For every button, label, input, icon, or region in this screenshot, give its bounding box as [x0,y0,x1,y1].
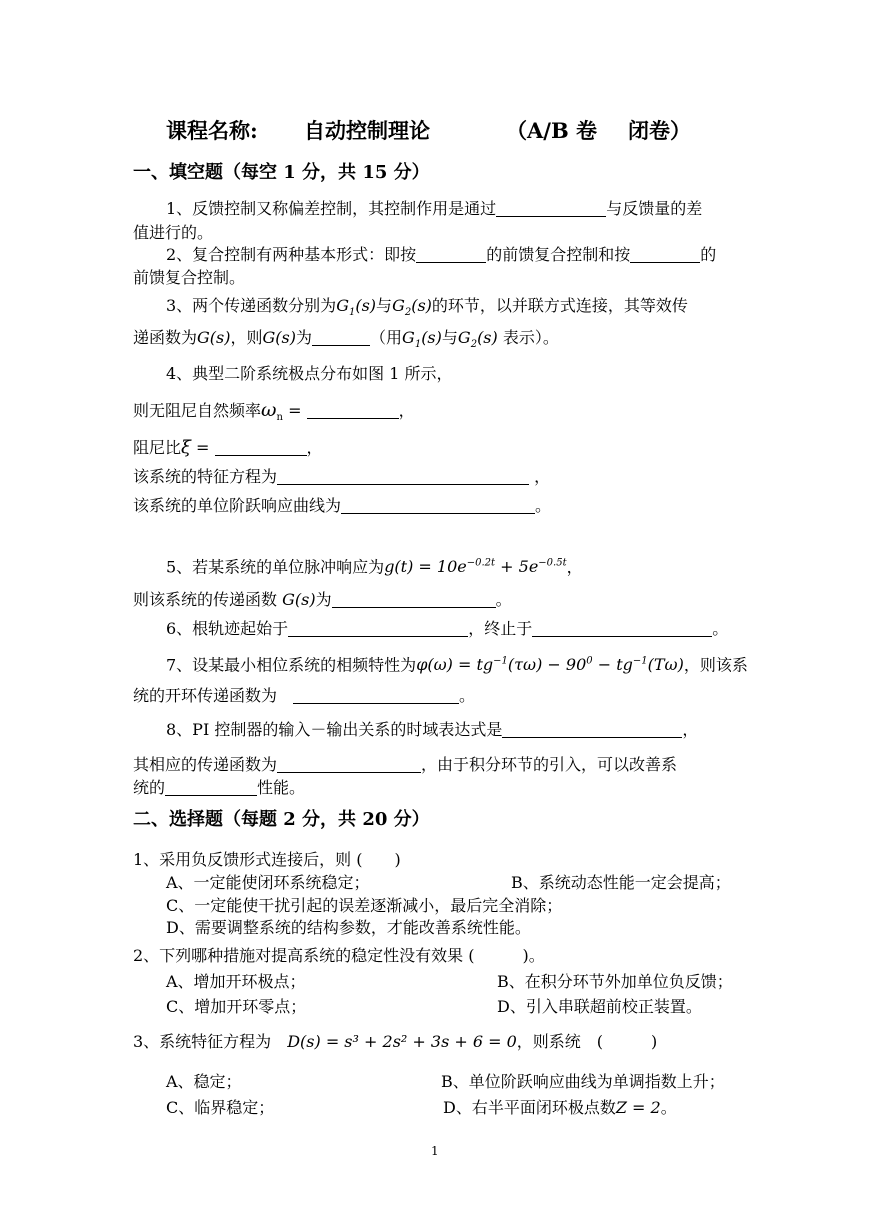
q3-text-f: 为 [296,328,313,347]
q2-line1 [166,245,716,265]
q3-text-g: （用 [370,328,403,347]
g1-symbol-2: $G_1(s)$ [402,328,442,351]
q4-line4 [133,467,550,487]
impulse-response-expr: $g(t) = 10e^{-0.2t} + 5e^{-0.5t}$ [384,557,567,577]
course-name: 自动控制理论 [304,118,430,143]
q8-line3 [133,778,305,798]
mc3-question [133,1032,657,1052]
gs-symbol-3: G(s) [282,590,316,609]
mc2-option-b: B、在积分环节外加单位负反馈； [497,972,733,991]
section1-heading: 一、填空题（每空 1 分，共 15 分） [133,162,430,183]
course-title [166,118,691,144]
q4-line3 [133,438,323,458]
q4-text-e: 该系统的单位阶跃响应曲线为 [133,496,342,515]
q7-text-a: 7、设某最小相位系统的相频特性为 [166,655,417,675]
period-3: 。 [712,619,729,638]
q4-text-d: 该系统的特征方程为 [133,467,278,486]
q1-blank [496,200,606,217]
gs-symbol: G(s) [197,328,231,347]
mc3-d-period: 。 [660,1098,677,1117]
q6-blank-1 [288,620,468,637]
comma-3: ， [534,467,551,486]
mc1-option-c: C、一定能使干扰引起的误差逐渐减小，最后完全消除； [166,896,563,915]
q8-text-d: 统的 [133,778,166,797]
q1-line1 [166,199,702,219]
q6-line [166,619,728,639]
period-2: 。 [495,590,512,609]
char-eq-expr: D(s) = s³ + 2s² + 3s + 6 = 0 [287,1032,517,1051]
omega-blank [307,402,399,419]
q8-text-e: 性能。 [257,778,306,797]
mc2-option-d: D、引入串联超前校正装置。 [497,997,702,1016]
q2-blank-1 [416,246,486,263]
q4-line2 [133,400,415,428]
q2-blank-2 [630,246,700,263]
comma-5: ， [682,720,699,739]
q5-blank [332,591,496,608]
q2-text-c: 的 [700,245,717,264]
q7-blank [293,687,459,704]
q3-text-e: ，则 [230,328,263,347]
section2-heading: 二、选择题（每题 2 分，共 20 分） [133,809,430,830]
comma-2: ， [306,438,323,457]
q8-text-a: 8、PI 控制器的输入－输出关系的时域表达式是 [166,720,503,739]
mc3-option-a: A、稳定； [166,1072,242,1091]
q3-text-d: 递函数为 [133,328,198,347]
omega-sub: n [276,412,283,424]
period-1: 。 [535,496,552,515]
q3-text-i: 表示）。 [502,328,559,347]
q1-text-b: 与反馈量的差 [606,199,703,218]
mc2-question: 2、下列哪种措施对提高系统的稳定性没有效果 ( )。 [133,946,545,965]
q4-text-c: 阻尼比 [133,438,182,457]
comma-1: ， [398,401,415,420]
mc1-option-d: D、需要调整系统的结构参数，才能改善系统性能。 [166,918,531,937]
q7-line2 [133,686,475,706]
q4-line1: 4、典型二阶系统极点分布如图 1 所示， [166,364,453,383]
q8-blank-2 [277,756,421,773]
z-expr: Z = 2 [615,1098,661,1117]
period-4: 。 [459,686,476,705]
q4-text-b: 则无阻尼自然频率 [133,401,262,420]
g2-symbol-2: $G_2(s)$ [457,328,498,351]
q6-text-a: 6、根轨迹起始于 [166,619,289,638]
xi-symbol: ξ [181,437,191,458]
q1-line2: 值进行的。 [133,223,214,242]
char-eq-blank [277,468,529,485]
step-curve-blank [341,497,535,514]
q2-line2: 前馈复合控制。 [133,268,246,287]
q8-line1 [166,720,698,740]
q3-line2 [133,328,559,355]
q5-line1 [166,554,583,577]
q7-text-c: 统的开环传递函数为 [133,686,278,705]
g2-symbol: $G_2(s)$ [392,296,432,319]
omega-symbol: ω [261,399,277,421]
q6-blank-2 [532,620,712,637]
mc3-option-d [443,1098,677,1118]
q1-text-a: 1、反馈控制又称偏差控制，其控制作用是通过 [166,199,497,218]
q3-text-c: 的环节，以并联方式连接，其等效传 [431,296,688,315]
mc3-text-b: ，则系统 ( ) [516,1032,658,1051]
mc2-option-c: C、增加开环零点； [166,997,307,1016]
g1-symbol: $G_1(s)$ [336,296,377,319]
mc1-option-a: A、一定能使闭环系统稳定； [166,873,370,892]
q8-text-b: 其相应的传递函数为 [133,755,278,774]
mc3-option-c: C、临界稳定； [166,1098,275,1117]
q7-line1 [166,652,748,675]
mc3-text-a: 3、系统特征方程为 [133,1032,272,1051]
q3-line1 [166,296,688,323]
eq-sign-1: = [288,401,302,420]
exam-closed: 闭卷） [628,118,691,143]
mc1-option-b: B、系统动态性能一定会提高； [511,873,731,892]
q5-line2 [133,590,512,610]
mc3-d-text: D、右半平面闭环极点数 [443,1098,616,1117]
page-number: 1 [431,1144,439,1158]
comma-4: ， [566,557,583,577]
q8-blank-1 [502,721,682,738]
exam-type: （A/B 卷 [506,118,598,143]
q3-blank [312,329,370,346]
q6-text-b: ，终止于 [468,619,533,638]
gs-symbol-2: G(s) [262,328,296,347]
mc2-option-a: A、增加开环极点； [166,972,306,991]
xi-blank [215,439,307,456]
eq-sign-2: = [196,438,210,457]
q2-text-a: 2、复合控制有两种基本形式：即按 [166,245,417,264]
phase-expr: $\varphi(\omega) = tg^{-1}(\tau\omega) - 90^0 - tg^{-1}(T\omega)$ [416,655,684,675]
course-label: 课程名称: [166,118,258,143]
q8-text-c: ，由于积分环节的引入，可以改善系 [421,755,678,774]
q7-text-b: ，则该系 [683,655,748,675]
q3-text-b: 与 [376,296,393,315]
q3-text-a: 3、两个传递函数分别为 [166,296,337,315]
q3-text-h: 与 [441,328,458,347]
q5-text-a: 5、若某系统的单位脉冲响应为 [166,557,385,577]
q2-text-b: 的前馈复合控制和按 [486,245,631,264]
mc3-option-b: B、单位阶跃响应曲线为单调指数上升； [441,1072,725,1091]
mc1-question: 1、采用负反馈形式连接后，则 ( ) [133,850,401,869]
q4-line5 [133,496,551,516]
q5-text-c: 为 [315,590,332,609]
q8-line2 [133,755,677,775]
q5-text-b: 则该系统的传递函数 [133,590,278,609]
q8-blank-3 [165,779,257,796]
